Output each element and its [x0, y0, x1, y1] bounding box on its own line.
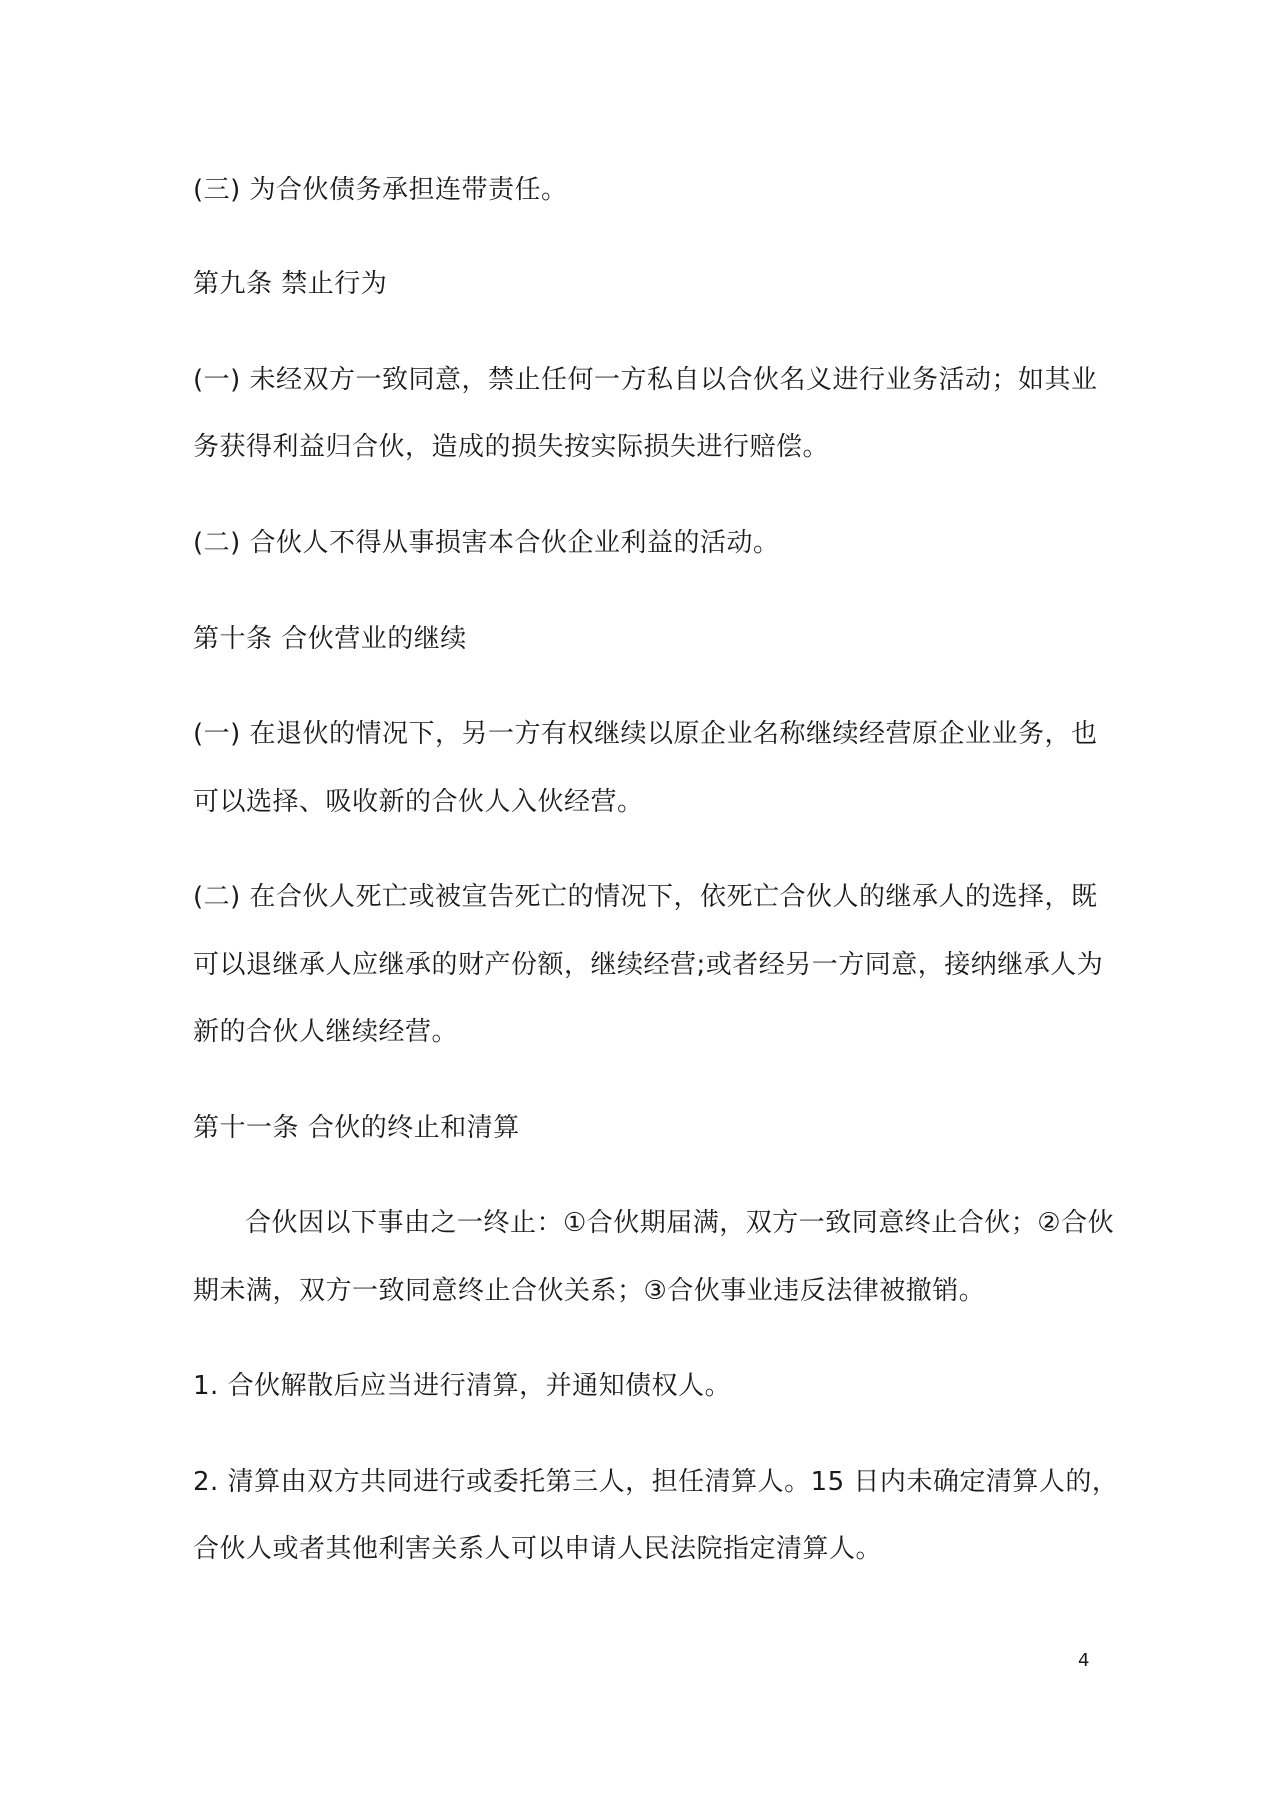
paragraph-liquidation-1-line-1: 1. 合伙解散后应当进行清算，并通知债权人。 — [193, 1371, 732, 1401]
article-10-heading: 第十条 合伙营业的继续 — [193, 624, 467, 654]
paragraph-continuation-1-line-1: (一) 在退伙的情况下，另一方有权继续以原企业名称继续经营原企业业务，也 — [193, 719, 1098, 749]
paragraph-continuation-2-line-2: 可以退继承人应继承的财产份额，继续经营;或者经另一方同意，接纳继承人为 — [193, 950, 1104, 980]
paragraph-prohibition-2-line-1: (二) 合伙人不得从事损害本合伙企业利益的活动。 — [193, 528, 780, 558]
article-11-heading: 第十一条 合伙的终止和清算 — [193, 1113, 520, 1143]
paragraph-prohibition-1-line-2: 务获得利益归合伙，造成的损失按实际损失进行赔偿。 — [193, 432, 830, 462]
paragraph-termination-line-2: 期未满，双方一致同意终止合伙关系；③合伙事业违反法律被撤销。 — [193, 1276, 986, 1306]
paragraph-termination-line-1: 合伙因以下事由之一终止：①合伙期届满，双方一致同意终止合伙；②合伙 — [245, 1208, 1115, 1238]
page-number: 4 — [1078, 1650, 1090, 1671]
paragraph-continuation-2-line-3: 新的合伙人继续经营。 — [193, 1017, 459, 1047]
paragraph-liquidation-2-line-2: 合伙人或者其他利害关系人可以申请人民法院指定清算人。 — [193, 1534, 883, 1564]
paragraph-prohibition-1-line-1: (一) 未经双方一致同意，禁止任何一方私自以合伙名义进行业务活动；如其业 — [193, 365, 1098, 395]
paragraph-continuation-1-line-2: 可以选择、吸收新的合伙人入伙经营。 — [193, 787, 644, 817]
paragraph-liability-line-1: (三) 为合伙债务承担连带责任。 — [193, 175, 568, 205]
paragraph-liquidation-2-line-1: 2. 清算由双方共同进行或委托第三人，担任清算人。15 日内未确定清算人的， — [193, 1467, 1119, 1497]
paragraph-continuation-2-line-1: (二) 在合伙人死亡或被宣告死亡的情况下，依死亡合伙人的继承人的选择，既 — [193, 882, 1098, 912]
article-9-heading: 第九条 禁止行为 — [193, 269, 388, 299]
